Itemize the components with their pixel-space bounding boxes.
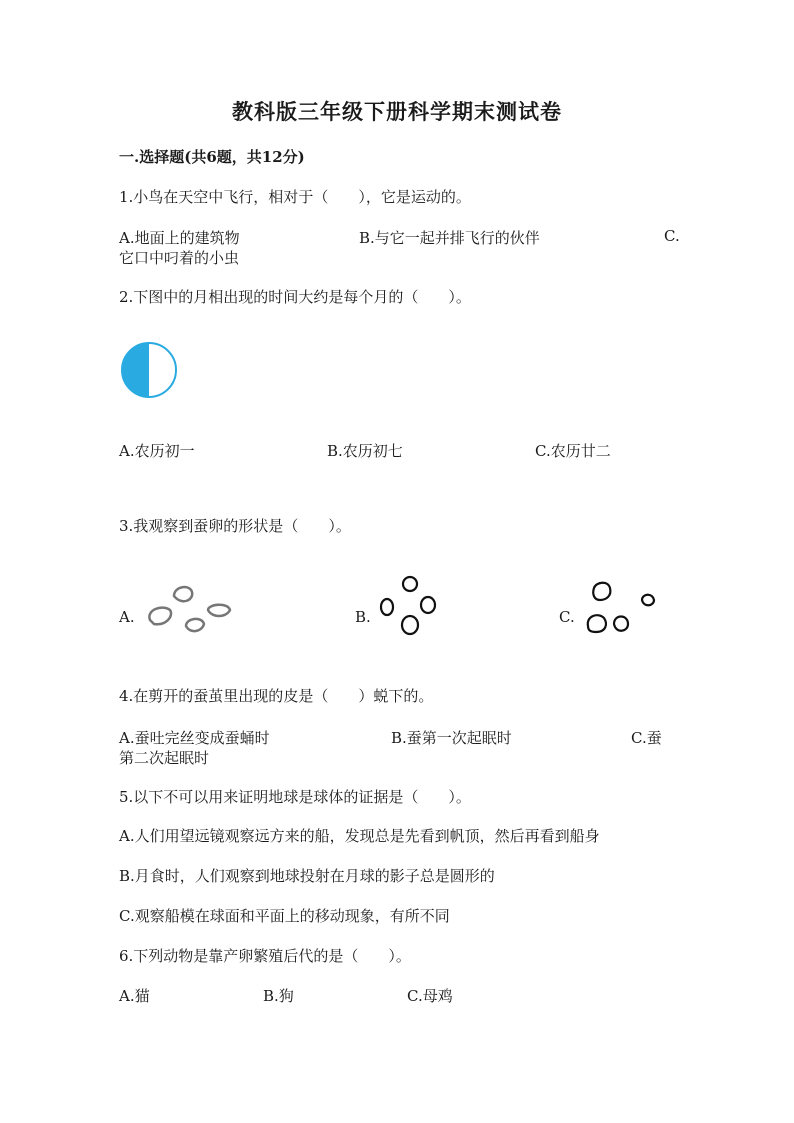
question-2-option-a: A.农历初一 [119, 442, 195, 460]
question-4-stem: 4.在剪开的蚕茧里出现的皮是（ ）蜕下的。 [119, 687, 434, 705]
question-4-option-b: B.蚕第一次起眠时 [391, 729, 512, 747]
question-2-option-c: C.农历廿二 [535, 442, 611, 460]
question-4-option-a: A.蚕吐完丝变成蚕蛹时 [119, 729, 270, 747]
question-2-stem: 2.下图中的月相出现的时间大约是每个月的（ ）。 [119, 288, 471, 306]
question-6-option-c: C.母鸡 [407, 987, 453, 1005]
question-6-option-a: A.猫 [119, 987, 150, 1005]
question-1-option-b: B.与它一起并排飞行的伙伴 [359, 229, 540, 247]
section-heading: 一.选择题(共6题，共12分) [119, 148, 305, 166]
question-6-stem: 6.下列动物是靠产卵繁殖后代的是（ ）。 [119, 947, 411, 965]
question-5-option-a: A.人们用望远镜观察远方来的船，发现总是先看到帆顶，然后再看到船身 [119, 827, 600, 845]
egg-shapes-c [584, 578, 664, 638]
question-3-option-b: B. [355, 608, 371, 626]
question-5-stem: 5.以下不可以用来证明地球是球体的证据是（ ）。 [119, 788, 471, 806]
page-title: 教科版三年级下册科学期末测试卷 [232, 99, 562, 124]
question-6-option-b: B.狗 [263, 987, 294, 1005]
question-5-option-b: B.月食时，人们观察到地球投射在月球的影子总是圆形的 [119, 867, 495, 885]
question-4-option-c-text: 第二次起眠时 [119, 749, 210, 767]
question-3-option-c: C. [559, 608, 575, 626]
egg-shapes-b [374, 574, 444, 640]
egg-shapes-a [140, 580, 240, 640]
question-1-option-a: A.地面上的建筑物 [119, 229, 240, 247]
question-4-option-c: C.蚕 [631, 729, 662, 747]
question-1-stem: 1.小鸟在天空中飞行，相对于（ ），它是运动的。 [119, 188, 471, 206]
half-moon-figure [119, 340, 179, 400]
question-1-option-c: C. [664, 227, 680, 245]
question-2-option-b: B.农历初七 [327, 442, 403, 460]
question-1-option-c-text: 它口中叼着的小虫 [119, 249, 240, 267]
question-3-option-a: A. [119, 608, 135, 626]
question-3-stem: 3.我观察到蚕卵的形状是（ ）。 [119, 517, 351, 535]
question-5-option-c: C.观察船模在球面和平面上的移动现象，有所不同 [119, 907, 450, 925]
